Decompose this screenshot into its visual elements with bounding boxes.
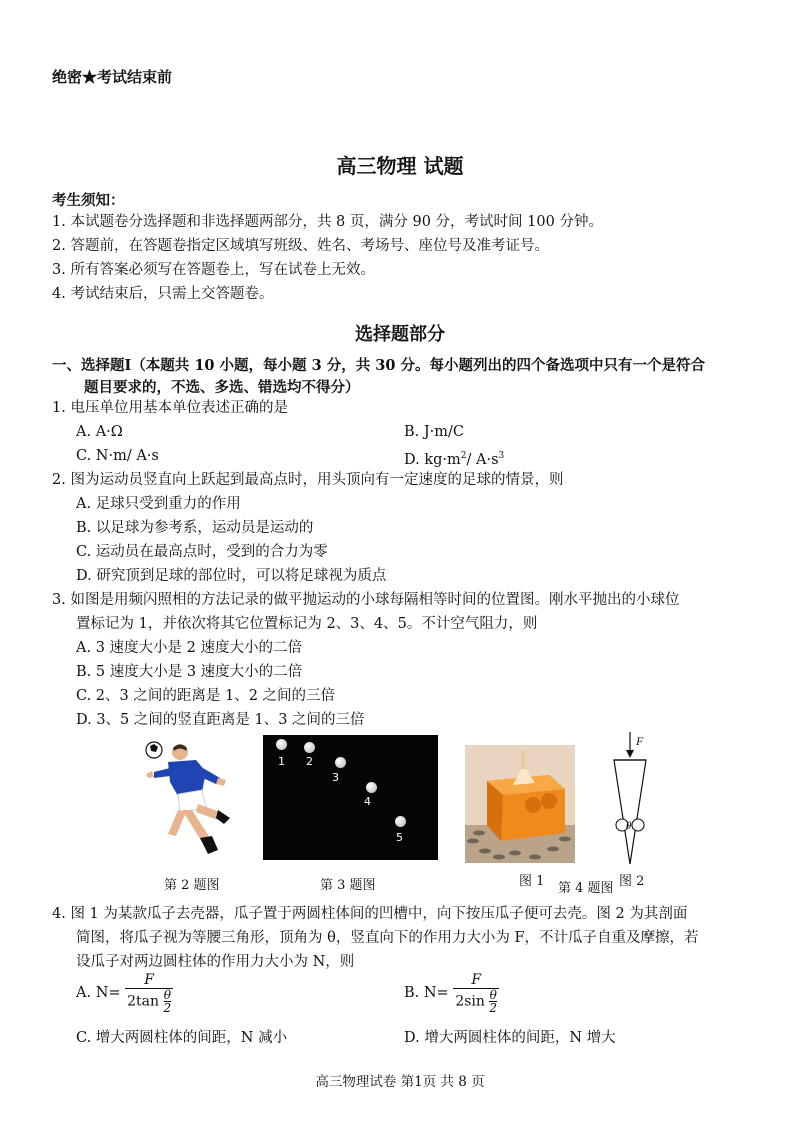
q4-b-den-text: 2sin <box>455 993 485 1010</box>
q1-option-a: A. A·Ω <box>76 424 123 440</box>
q1-option-b: B. J·m/C <box>404 424 465 440</box>
q2-option-b: B. 以足球为参考系，运动员是运动的 <box>76 520 314 536</box>
notice-heading: 考生须知： <box>52 192 125 209</box>
q4-b-fraction <box>453 972 499 1014</box>
fig3-caption: 第 3 题图 <box>320 878 376 893</box>
ball-label-5: 5 <box>396 831 403 844</box>
ball-label-4: 4 <box>364 795 371 808</box>
force-label: F <box>636 734 644 748</box>
page-title: 高三物理 试题 <box>336 154 464 178</box>
seed-triangle <box>614 760 646 864</box>
ball-2 <box>304 742 315 753</box>
q4-option-a <box>76 972 173 1014</box>
q1-stem: 1. 电压单位用基本单位表述正确的是 <box>52 400 288 416</box>
fig2-caption: 第 2 题图 <box>164 878 220 893</box>
fig4-caption-2: 图 2 <box>619 874 645 889</box>
q4-stem-line2: 简图，将瓜子视为等腰三角形，顶角为 θ，竖直向下的作用力大小为 F，不计瓜子自重及摩擦，若 <box>76 930 699 946</box>
ball-label-2: 2 <box>306 755 313 768</box>
q4-a-den-text: 2tan <box>127 993 160 1010</box>
q3-option-b: B. 5 速度大小是 3 速度大小的二倍 <box>76 664 303 680</box>
q4-b-half-angle <box>489 989 497 1014</box>
q4-stem-line3: 设瓜子对两边圆柱体的作用力大小为 N，则 <box>76 954 355 970</box>
q4-b-half-den: 2 <box>489 1001 498 1015</box>
q4-b-denominator <box>453 989 499 1014</box>
q4-stem-line1: 4. 图 1 为某款瓜子去壳器，瓜子置于两圆柱体间的凹槽中，向下按压瓜子便可去壳。图 2 为其剖面 <box>52 906 688 922</box>
seed-sheller-photo <box>465 745 575 863</box>
q1-d-sup2: 3 <box>498 451 505 461</box>
confidential-label: 绝密★考试结束前 <box>52 68 173 86</box>
q4-a-half-den: 2 <box>163 1001 172 1015</box>
notice-item-4: 4. 考试结束后，只需上交答题卷。 <box>52 286 274 302</box>
cross-section-diagram <box>600 728 660 868</box>
q4-a-numerator: F <box>125 972 173 989</box>
q4-a-prefix: A. N= <box>76 985 121 1001</box>
q1-option-c: C. N·m/ A·s <box>76 448 159 464</box>
q4-option-d: D. 增大两圆柱体的间距，N 增大 <box>404 1030 616 1046</box>
notice-item-1: 1. 本试题卷分选择题和非选择题两部分，共 8 页，满分 90 分，考试时间 100 分钟。 <box>52 214 603 230</box>
q2-option-d: D. 研究顶到足球的部位时，可以将足球视为质点 <box>76 568 387 584</box>
ball-label-3: 3 <box>332 771 339 784</box>
q4-option-c: C. 增大两圆柱体的间距，N 减小 <box>76 1030 288 1046</box>
fig4-caption-1: 图 1 <box>519 874 545 889</box>
q3-option-a: A. 3 速度大小是 2 速度大小的二倍 <box>76 640 302 656</box>
q2-option-c: C. 运动员在最高点时，受到的合力为零 <box>76 544 328 560</box>
section-instruction-1: 一、选择题Ⅰ（本题共 10 小题，每小题 3 分，共 30 分。每小题列出的四个备选项中只有一个是符合 <box>52 357 706 374</box>
q4-b-prefix: B. N= <box>404 985 449 1001</box>
q4-b-numerator: F <box>453 972 499 989</box>
page-footer: 高三物理试卷 第1页 共 8 页 <box>315 1074 485 1090</box>
ball-5 <box>395 816 406 827</box>
q4-a-half-num: θ <box>163 988 171 1002</box>
ball-3 <box>335 757 346 768</box>
notice-item-3: 3. 所有答案必须写在答题卷上，写在试卷上无效。 <box>52 262 375 278</box>
q3-option-d: D. 3、5 之间的竖直距离是 1、3 之间的三倍 <box>76 712 365 728</box>
section-instruction-2: 题目要求的，不选、多选、错选均不得分） <box>84 379 360 396</box>
q3-stem-line2: 置标记为 1，并依次将其它位置标记为 2、3、4、5。不计空气阻力，则 <box>76 616 538 632</box>
strobe-photo <box>263 735 438 860</box>
ball-1 <box>276 739 287 750</box>
q4-a-fraction <box>125 972 173 1014</box>
fig4-caption: 第 4 题图 <box>558 881 614 896</box>
ball-label-1: 1 <box>278 755 285 768</box>
q3-option-c: C. 2、3 之间的距离是 1、2 之间的三倍 <box>76 688 336 704</box>
football-player-figure <box>140 738 240 860</box>
arrow-head-icon <box>626 750 634 758</box>
q4-a-denominator <box>125 989 173 1014</box>
q1-d-pre: D. kg·m <box>404 451 461 468</box>
q4-a-half-angle <box>164 989 172 1014</box>
q2-stem: 2. 图为运动员竖直向上跃起到最高点时，用头顶向有一定速度的足球的情景，则 <box>52 472 564 488</box>
q4-option-b <box>404 972 499 1014</box>
section-title: 选择题部分 <box>355 324 445 345</box>
q1-d-mid: / A·s <box>466 451 499 468</box>
q1-d-sup1: 2 <box>460 451 467 461</box>
q2-option-a: A. 足球只受到重力的作用 <box>76 496 241 512</box>
cylinder-right <box>632 819 644 831</box>
notice-item-2: 2. 答题前，在答题卷指定区域填写班级、姓名、考场号、座位号及准考证号。 <box>52 238 549 254</box>
q4-b-half-num: θ <box>489 988 497 1002</box>
q3-stem-line1: 3. 如图是用频闪照相的方法记录的做平抛运动的小球每隔相等时间的位置图。刚水平抛出的小球位 <box>52 592 680 608</box>
angle-label: θ <box>626 820 632 832</box>
ball-4 <box>366 782 377 793</box>
